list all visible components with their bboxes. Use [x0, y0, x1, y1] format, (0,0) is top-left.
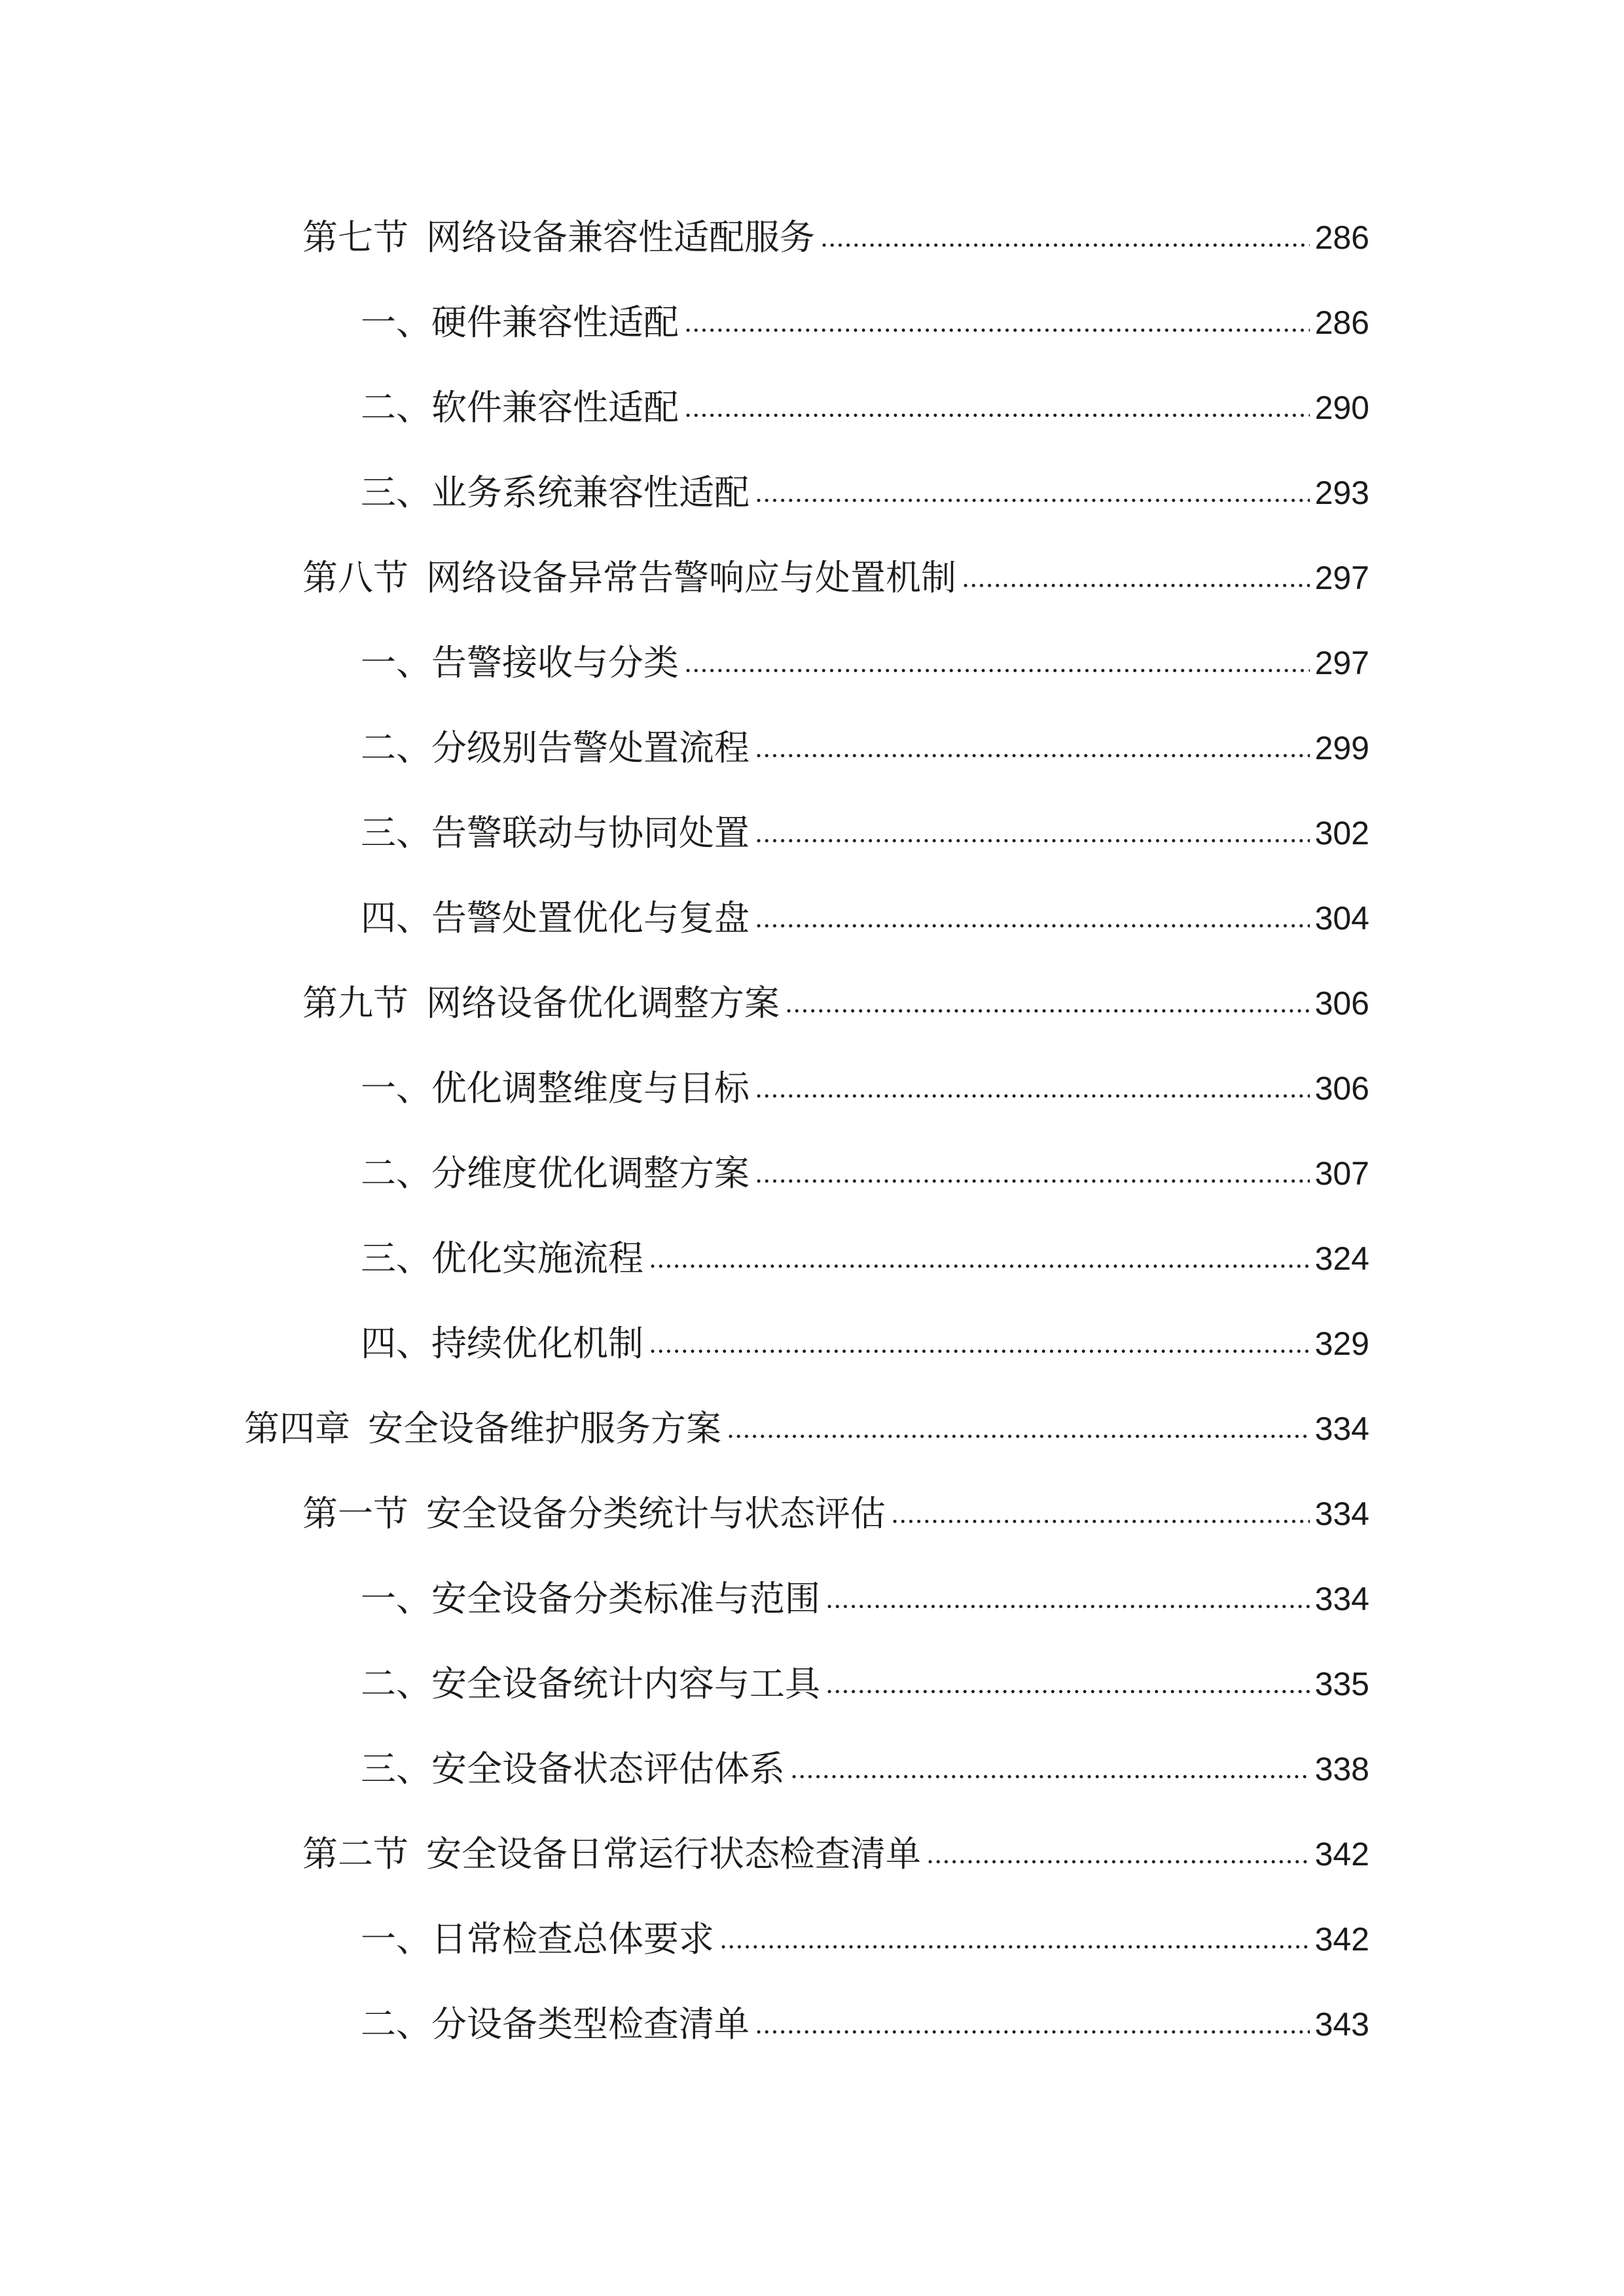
toc-page-number: 306: [1314, 1070, 1369, 1107]
toc-page-number: 299: [1314, 730, 1369, 766]
dot-leader: [684, 669, 1310, 672]
toc-entry-number: 一、: [361, 1578, 431, 1619]
toc-entry-title: 日常检查总体要求: [431, 1918, 714, 1960]
toc-page-number: 329: [1314, 1325, 1369, 1362]
toc-entry-chapter[interactable]: [244, 1396, 1369, 1462]
dot-leader: [649, 1350, 1310, 1353]
dot-leader: [755, 499, 1310, 502]
dot-leader: [649, 1265, 1310, 1268]
toc-page-number: 334: [1314, 1410, 1369, 1447]
toc-entry-number: 一、: [361, 1918, 431, 1960]
toc-page-number: 286: [1314, 219, 1369, 256]
dot-leader: [785, 1009, 1310, 1013]
toc-entry-number: 一、: [361, 1067, 431, 1109]
toc-page-number: 338: [1314, 1751, 1369, 1787]
toc-entry-number: 二、: [361, 1663, 431, 1704]
dot-leader: [962, 584, 1310, 587]
toc-page-number: 342: [1314, 1921, 1369, 1958]
toc-entry-title: 持续优化机制: [431, 1323, 643, 1364]
toc-entry-number: 二、: [361, 1153, 431, 1194]
toc-entry-number: 一、: [361, 302, 431, 343]
toc-page-number: 306: [1314, 985, 1369, 1022]
toc-entry-item[interactable]: [361, 375, 1369, 440]
toc-entry-title: 安全设备统计内容与工具: [431, 1663, 820, 1704]
toc-entry-title: 优化实施流程: [431, 1238, 643, 1279]
toc-entry-section[interactable]: [302, 545, 1369, 611]
dot-leader: [755, 2030, 1310, 2034]
dot-leader: [790, 1775, 1310, 1778]
dot-leader: [755, 1094, 1310, 1098]
toc-entry-item[interactable]: [361, 290, 1369, 355]
toc-entry-section[interactable]: [302, 205, 1369, 270]
dot-leader: [926, 1860, 1310, 1863]
toc-entry-item[interactable]: [361, 715, 1369, 781]
toc-entry-title: 安全设备状态评估体系: [431, 1748, 785, 1789]
dot-leader: [727, 1435, 1310, 1438]
toc-page-number: 304: [1314, 900, 1369, 937]
toc-entry-title: 告警联动与协同处置: [431, 812, 749, 853]
toc-page-number: 307: [1314, 1155, 1369, 1192]
dot-leader: [825, 1605, 1310, 1608]
toc-page-number: 342: [1314, 1836, 1369, 1873]
toc-page-number: 324: [1314, 1240, 1369, 1277]
toc-page-number: 297: [1314, 645, 1369, 681]
toc-entry-item[interactable]: [361, 886, 1369, 951]
dot-leader: [755, 839, 1310, 842]
dot-leader: [684, 414, 1310, 417]
toc-entry-number: 三、: [361, 1748, 431, 1789]
toc-entry-title: 分维度优化调整方案: [431, 1153, 749, 1194]
toc-entry-title: 安全设备分类统计与状态评估: [426, 1493, 886, 1534]
toc-entry-number: 二、: [361, 2003, 431, 2045]
toc-entry-title: 分级别告警处置流程: [431, 727, 749, 768]
dot-leader: [820, 243, 1310, 247]
toc-page-number: 334: [1314, 1581, 1369, 1617]
toc-page-number: 334: [1314, 1496, 1369, 1532]
toc-entry-title: 优化调整维度与目标: [431, 1067, 749, 1109]
toc-entry-section[interactable]: [302, 1821, 1369, 1887]
toc-entry-item[interactable]: [361, 1141, 1369, 1206]
toc-entry-item[interactable]: [361, 460, 1369, 526]
toc-entry-title: 安全设备日常运行状态检查清单: [426, 1833, 921, 1874]
toc-entry-title: 告警接收与分类: [431, 642, 679, 683]
toc-entry-number: 第四章: [244, 1408, 350, 1449]
toc-entry-item[interactable]: [361, 1736, 1369, 1802]
toc-page-number: 286: [1314, 304, 1369, 341]
toc-page-number: 297: [1314, 560, 1369, 596]
toc-entry-item[interactable]: [361, 1992, 1369, 2057]
toc-entry-number: 二、: [361, 727, 431, 768]
toc-page-number: 302: [1314, 815, 1369, 852]
toc-entry-item[interactable]: [361, 1907, 1369, 1972]
toc-entry-number: 三、: [361, 812, 431, 853]
toc-entry-title: 分设备类型检查清单: [431, 2003, 749, 2045]
dot-leader: [825, 1690, 1310, 1693]
toc-entry-title: 安全设备维护服务方案: [368, 1408, 721, 1449]
toc-entry-title: 网络设备异常告警响应与处置机制: [426, 557, 956, 598]
toc-entry-title: 安全设备分类标准与范围: [431, 1578, 820, 1619]
dot-leader: [755, 1179, 1310, 1183]
toc-entry-number: 第一节: [302, 1493, 408, 1534]
toc-entry-number: 四、: [361, 1323, 431, 1364]
toc-entry-title: 软件兼容性适配: [431, 387, 679, 428]
toc-entry-number: 第七节: [302, 217, 408, 258]
toc-entry-item[interactable]: [361, 1226, 1369, 1291]
dot-leader: [891, 1520, 1310, 1523]
toc-page-number: 290: [1314, 389, 1369, 426]
toc-entry-title: 网络设备优化调整方案: [426, 982, 780, 1024]
toc-entry-number: 第二节: [302, 1833, 408, 1874]
toc-entry-number: 三、: [361, 472, 431, 513]
toc-entry-section[interactable]: [302, 971, 1369, 1036]
toc-entry-title: 告警处置优化与复盘: [431, 897, 749, 939]
dot-leader: [719, 1945, 1310, 1948]
dot-leader: [755, 754, 1310, 757]
toc-page-number: 293: [1314, 475, 1369, 511]
toc-entry-number: 二、: [361, 387, 431, 428]
toc-entry-item[interactable]: [361, 1566, 1369, 1632]
toc-entry-number: 第九节: [302, 982, 408, 1024]
dot-leader: [755, 924, 1310, 927]
toc-page-number: 335: [1314, 1666, 1369, 1702]
toc-entry-item[interactable]: [361, 1056, 1369, 1121]
toc-entry-number: 三、: [361, 1238, 431, 1279]
toc-entry-number: 一、: [361, 642, 431, 683]
toc-entry-item[interactable]: [361, 1651, 1369, 1717]
toc-entry-item[interactable]: [361, 630, 1369, 696]
toc-entry-number: 第八节: [302, 557, 408, 598]
toc-entry-title: 业务系统兼容性适配: [431, 472, 749, 513]
dot-leader: [684, 329, 1310, 332]
toc-entry-item[interactable]: [361, 1311, 1369, 1376]
toc-entry-title: 硬件兼容性适配: [431, 302, 679, 343]
toc-page-number: 343: [1314, 2006, 1369, 2043]
toc-entry-section[interactable]: [302, 1481, 1369, 1547]
toc-entry-number: 四、: [361, 897, 431, 939]
toc-entry-item[interactable]: [361, 800, 1369, 866]
toc-entry-title: 网络设备兼容性适配服务: [426, 217, 815, 258]
